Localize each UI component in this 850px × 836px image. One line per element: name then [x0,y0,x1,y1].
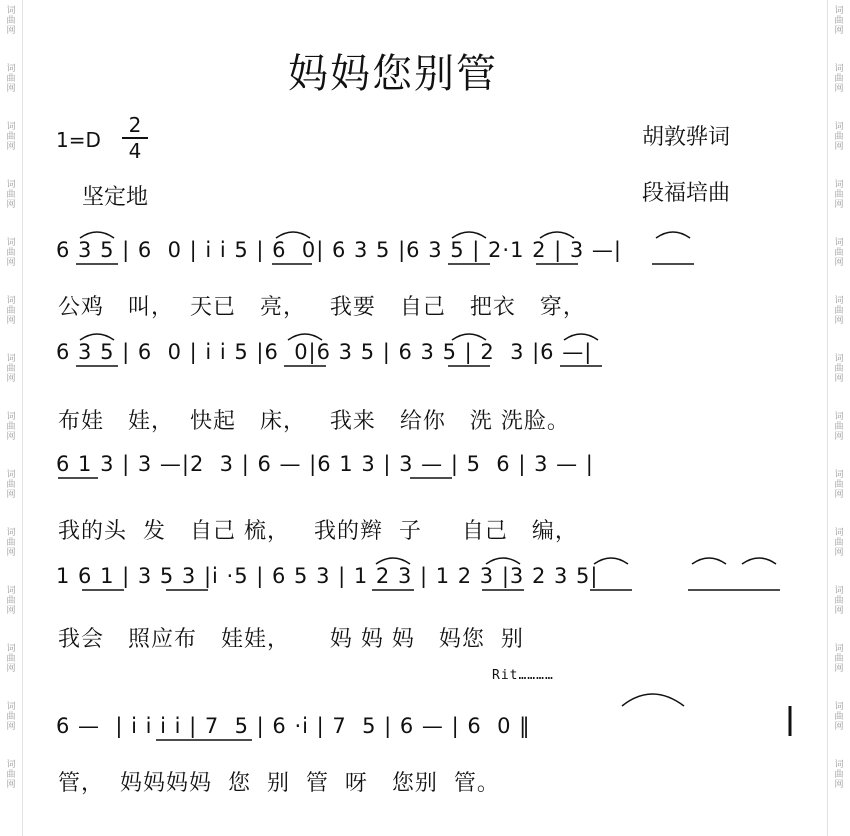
slur [80,334,114,340]
watermark-text: 词 曲 网 [6,470,16,500]
notation-line-1: 6 3 5 | 6 0 | i i 5 | 6 0| 6 3 5 |6 3 5 | 2·1 2 | 3 —| [56,238,622,262]
watermark-text: 词 曲 网 [6,528,16,558]
slur [486,558,520,564]
notation-line-4: 1 6 1 | 3 5 3 |i ·5 | 6 5 3 | 1 2 3 | 1 2 3 |3 2 3 5| [56,564,599,588]
slur [276,232,310,238]
watermark-text: 词 曲 网 [834,760,844,790]
watermark-text: 词 曲 网 [6,296,16,326]
slur [622,694,684,706]
time-signature-bottom: 4 [128,139,142,163]
slur [376,558,410,564]
watermark-text: 词 曲 网 [6,412,16,442]
watermark-text: 词 曲 网 [834,470,844,500]
song-title: 妈妈您别管 [288,51,498,97]
watermark-text: 词 曲 网 [834,412,844,442]
notation-line-3: 6 1 3 | 3 —|2 3 | 6 — |6 1 3 | 3 — | 5 6 | 3 — | [56,452,594,476]
watermark-text: 词 曲 网 [834,354,844,384]
watermark-text: 词 曲 网 [834,644,844,674]
watermark-text: 词 曲 网 [834,586,844,616]
notation-line-2: 6 3 5 | 6 0 | i i 5 |6 0|6 3 5 | 6 3 5 | 2 3 |6 —| [56,340,593,364]
composer-credit: 段福培曲 [642,181,731,206]
watermark-text: 词 曲 网 [6,238,16,268]
watermark-text: 词 曲 网 [6,6,16,36]
slur [742,558,776,564]
watermark-text: 词 曲 网 [6,180,16,210]
lyricist-credit: 胡敦骅词 [642,125,731,150]
ritardando-marking: Rit………… [492,668,554,683]
lyric-line-5: 管， 妈妈妈妈 您 别 管 呀 您别 管。 [58,771,500,796]
watermark-text: 词 曲 网 [834,296,844,326]
watermark-text: 词 曲 网 [6,64,16,94]
slur [540,232,574,238]
watermark-text: 词 曲 网 [6,586,16,616]
slur [80,232,114,238]
notation-line-5: 6 — | i i i i | 7 5 | 6 ·i | 7 5 | 6 — | 6 0 ‖ [56,714,531,738]
watermark-text: 词 曲 网 [6,122,16,152]
slur [594,558,628,564]
lyric-line-2: 布娃 娃， 快起 床， 我来 给你 洗 洗脸。 [58,409,570,434]
slur [452,334,486,340]
watermark-text: 词 曲 网 [6,702,16,732]
watermark-text: 词 曲 网 [6,760,16,790]
lyric-line-1: 公鸡 叫， 天已 亮， 我要 自己 把衣 穿， [58,295,586,320]
watermark-text: 词 曲 网 [834,6,844,36]
watermark-text: 词 曲 网 [834,122,844,152]
lyric-line-4: 我会 照应布 娃娃， 妈 妈 妈 妈您 别 [58,627,524,652]
slur [692,558,726,564]
lyric-line-3: 我的头 发 自己 梳， 我的辫 子 自己 编， [58,519,578,544]
tempo-marking: 坚定地 [82,185,149,210]
key-signature: 1=D [56,128,101,152]
slur [452,232,486,238]
watermark-text: 词 曲 网 [6,354,16,384]
slur [288,334,322,340]
watermark-text: 词 曲 网 [834,528,844,558]
watermark-text: 词 曲 网 [834,702,844,732]
watermark-text: 词 曲 网 [834,180,844,210]
watermark-text: 词 曲 网 [834,64,844,94]
slur [564,334,598,340]
watermark-text: 词 曲 网 [834,238,844,268]
time-signature-top: 2 [128,113,142,137]
watermark-text: 词 曲 网 [6,644,16,674]
slur [656,232,690,238]
